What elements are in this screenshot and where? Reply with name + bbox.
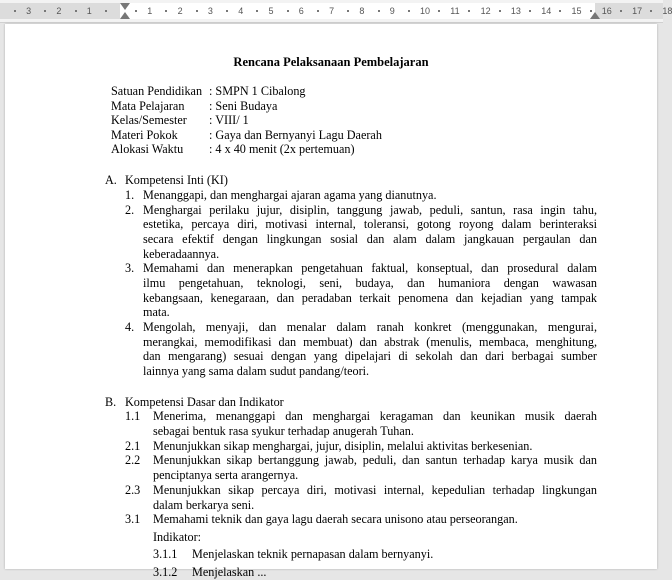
ruler-tick bbox=[408, 10, 410, 12]
section-b-marker: B. bbox=[105, 395, 117, 409]
document-title: Rencana Pelaksanaan Pembelajaran bbox=[233, 55, 429, 69]
list-number: 2. bbox=[125, 202, 135, 217]
list-number: 2.2 bbox=[125, 453, 141, 468]
ruler-tick bbox=[590, 10, 592, 12]
list-item-line: Menghargai perilaku jujur, disiplin, tanggung jawab, peduli, santun, rasa ingin tahu, bbox=[143, 202, 597, 217]
indikator-number: 3.1.1 bbox=[153, 547, 178, 561]
list-item-line: secara efektif dengan lingkungan sosial dan alam dalam jangkauan pergaulan dan bbox=[143, 232, 597, 246]
ruler-tick bbox=[287, 10, 289, 12]
list-item-line: dalam berkarya seni. bbox=[153, 497, 255, 512]
list-item-line: Menerima, menanggapi dan menghargai keragaman dan keunikan musik daerah bbox=[153, 409, 597, 423]
ruler-tick bbox=[165, 10, 167, 12]
right-indent-marker[interactable] bbox=[590, 12, 600, 19]
identity-label: Satuan Pendidikan bbox=[111, 84, 203, 98]
ruler-number: 10 bbox=[420, 6, 431, 16]
ruler-tick bbox=[105, 10, 107, 12]
first-line-indent-marker[interactable] bbox=[120, 3, 130, 10]
ruler-tick bbox=[196, 10, 198, 12]
hanging-indent-marker[interactable] bbox=[120, 12, 130, 19]
list-item-line: keberadaannya. bbox=[143, 246, 220, 261]
list-item-line: ilmu pengetahuan, teknologi, seni, budaya, dan humaniora dengan wawasan bbox=[143, 276, 597, 290]
list-number: 1. bbox=[125, 188, 135, 202]
list-item-line: Memahami dan menerapkan pengetahuan faktual, konseptual, dan prosedural dalam bbox=[143, 261, 597, 276]
ruler-number: 14 bbox=[541, 6, 552, 16]
ruler-number: 8 bbox=[359, 6, 365, 16]
section-a-marker: A. bbox=[105, 173, 117, 187]
ruler-number: 3 bbox=[207, 6, 213, 16]
list-item-line: kebangsaan, kenegaraan, dan peradaban terkait penomena dan kejadian yang tampak bbox=[143, 290, 597, 305]
ruler-tick bbox=[499, 10, 501, 12]
ruler-number: 15 bbox=[571, 6, 582, 16]
ruler-tick bbox=[14, 10, 16, 12]
ruler-tick bbox=[378, 10, 380, 12]
list-item-line: Menunjukkan sikap bertanggung jawab, peduli, dan santun terhadap karya musik dan bbox=[153, 453, 597, 468]
list-item-line: lainnya yang sama dalam sudut pandang/teori. bbox=[143, 363, 370, 378]
list-number: 1.1 bbox=[125, 409, 141, 423]
identity-label: Alokasi Waktu bbox=[111, 142, 184, 157]
list-item-line: sebagai bentuk rasa syukur terhadap anugerah Tuhan. bbox=[153, 423, 414, 438]
horizontal-ruler[interactable] bbox=[0, 0, 672, 23]
ruler-number: 1 bbox=[86, 6, 92, 16]
ruler-number: 18 bbox=[662, 6, 672, 16]
list-item-line: penciptanya serta arangernya. bbox=[153, 468, 299, 482]
ruler-number: 2 bbox=[56, 6, 62, 16]
identity-label: Kelas/Semester bbox=[111, 113, 187, 128]
identity-label: Materi Pokok bbox=[111, 127, 178, 142]
list-item-line: Menunjukkan sikap percaya diri, motivasi internal, kepedulian terhadap lingkungan bbox=[153, 482, 597, 497]
ruler-number: 11 bbox=[450, 6, 460, 16]
ruler-tick bbox=[347, 10, 349, 12]
ruler-tick bbox=[256, 10, 258, 12]
section-b-heading: Kompetensi Dasar dan Indikator bbox=[125, 395, 284, 409]
ruler-tick bbox=[650, 10, 652, 12]
indikator-text: Menjelaskan teknik pernapasan dalam bernyanyi. bbox=[192, 547, 434, 561]
list-number: 4. bbox=[125, 320, 135, 334]
ruler-number: 6 bbox=[298, 6, 304, 16]
identity-value: : Gaya dan Bernyanyi Lagu Daerah bbox=[209, 127, 382, 142]
identity-value: : 4 x 40 menit (2x pertemuan) bbox=[209, 142, 355, 157]
indikator-label: Indikator: bbox=[153, 530, 202, 544]
ruler-tick bbox=[468, 10, 470, 12]
list-item-line: estetika, percaya diri, motivasi internal, toleransi, gotong royong dalam berinteraksi bbox=[143, 217, 597, 232]
ruler-tick bbox=[135, 10, 137, 12]
ruler-number: 16 bbox=[601, 6, 612, 16]
indikator-number: 3.1.2 bbox=[153, 565, 178, 579]
list-number: 3. bbox=[125, 261, 135, 276]
list-item-line: Memahami teknik dan gaya lagu daerah secara unisono atau perseorangan. bbox=[153, 512, 518, 527]
ruler-text-area bbox=[120, 3, 595, 19]
ruler-number: 9 bbox=[389, 6, 395, 16]
ruler-number: 13 bbox=[510, 6, 521, 16]
identity-value: : Seni Budaya bbox=[209, 98, 278, 113]
list-item-line: dan mengarang) sesuai dengan yang dipelajari di sekolah dan dari berbagai sumber bbox=[143, 349, 597, 364]
list-item-line: mata. bbox=[143, 305, 170, 320]
ruler-tick bbox=[226, 10, 228, 12]
ruler-number: 7 bbox=[329, 6, 335, 16]
list-item-line: merangkai, memodifikasi dan membuat) dan abstrak (menulis, membaca, menghitung, bbox=[143, 334, 597, 349]
list-number: 3.1 bbox=[125, 512, 141, 527]
ruler-number: 17 bbox=[632, 6, 643, 16]
indikator-text: Menjelaskan ... bbox=[192, 565, 267, 579]
list-item-line: Menanggapi, dan menghargai ajaran agama yang dianutnya. bbox=[143, 188, 437, 202]
identity-value: : SMPN 1 Cibalong bbox=[209, 84, 306, 98]
section-a-heading: Kompetensi Inti (KI) bbox=[125, 173, 228, 187]
ruler-number: 1 bbox=[147, 6, 153, 16]
ruler-tick bbox=[620, 10, 622, 12]
list-item-line: Mengolah, menyaji, dan menalar dalam ranah konkret (menggunakan, mengurai, bbox=[143, 320, 597, 334]
list-number: 2.3 bbox=[125, 482, 141, 497]
ruler-number: 3 bbox=[26, 6, 32, 16]
ruler-tick bbox=[44, 10, 46, 12]
ruler-tick bbox=[559, 10, 561, 12]
identity-label: Mata Pelajaran bbox=[111, 98, 185, 113]
document-page[interactable] bbox=[5, 24, 657, 579]
ruler-number: 4 bbox=[238, 6, 244, 16]
ruler-number: 12 bbox=[480, 6, 491, 16]
list-item-line: Menunjukkan sikap menghargai, jujur, disiplin, melalui aktivitas berkesenian. bbox=[153, 438, 533, 453]
ruler-tick bbox=[438, 10, 440, 12]
ruler-number: 2 bbox=[177, 6, 183, 16]
identity-value: : VIII/ 1 bbox=[209, 113, 249, 128]
list-number: 2.1 bbox=[125, 438, 141, 453]
ruler-tick bbox=[529, 10, 531, 12]
ruler-tick bbox=[317, 10, 319, 12]
ruler-number: 5 bbox=[268, 6, 274, 16]
ruler-tick bbox=[75, 10, 77, 12]
